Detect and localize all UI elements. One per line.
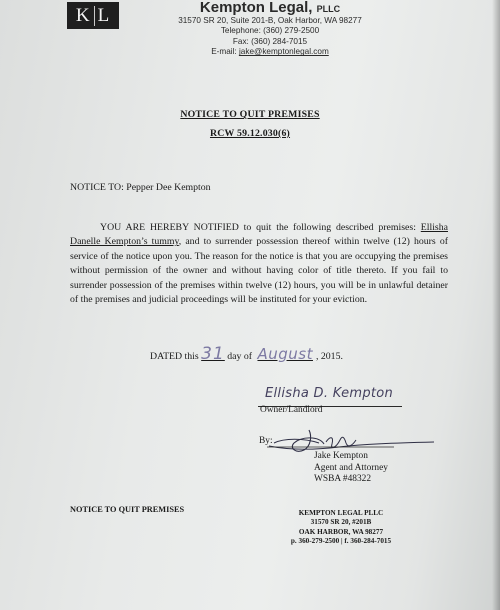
attorney-signature-block <box>256 426 436 501</box>
attorney-details <box>314 451 388 486</box>
owner-signature: Ellisha D. Kempton <box>265 386 394 401</box>
footer-address-1: 31570 SR 20, #201B <box>310 518 372 527</box>
logo-letter-k: K <box>75 4 91 26</box>
dated-prefix: DATED this <box>150 351 199 362</box>
email-link[interactable]: jake@kemptonlegal.com <box>238 47 329 57</box>
footer-phones: p. 360-279-2500 | f. 360-284-7015 <box>290 537 392 546</box>
firm-name-text: Kempton Legal, <box>199 0 313 16</box>
firm-name <box>160 0 380 16</box>
statute-reference: RCW 59.12.030(6) <box>209 128 291 139</box>
footer-document-title: NOTICE TO QUIT PREMISES <box>70 505 185 514</box>
body-rest: , and to surrender possession thereof within twelve (12) hours of service of the notice upon you. The reason for the notice is that you are occupying the premises without permission of the owner and without having color of title thereto. If you fail to surrender possession of the premises within twelve (12) hours, you will be in unlawful detainer of the premises and judicial proceedings will be instituted for your eviction. <box>70 236 448 306</box>
premises-description: Ellisha Danelle Kempton’s tummy <box>70 222 448 248</box>
dated-year: , 2015. <box>315 351 343 362</box>
body-intro: YOU ARE HEREBY NOTIFIED to quit the following described premises: <box>100 222 421 233</box>
firm-logo <box>67 2 119 29</box>
by-label: By: <box>259 436 273 446</box>
firm-address: 31570 SR 20, Suite 201-B, Oak Harbor, WA 98277 <box>178 16 362 25</box>
attorney-title: Agent and Attorney <box>314 462 388 473</box>
notice-recipient: NOTICE TO: Pepper Dee Kempton <box>70 182 211 193</box>
letterhead <box>160 0 380 58</box>
email-label: E-mail: <box>211 47 237 57</box>
attorney-wsba: WSBA #48322 <box>314 474 372 485</box>
footer-address-2: OAK HARBOR, WA 98277 <box>298 527 384 536</box>
dated-mid: day of <box>227 351 253 362</box>
page-edge-shadow <box>492 0 500 610</box>
footer-firm-block <box>279 509 403 547</box>
dated-month: August <box>257 345 313 363</box>
firm-fax: Fax: (360) 284-7015 <box>232 36 308 46</box>
logo-divider <box>94 6 95 26</box>
firm-suffix: PLLC <box>316 4 341 14</box>
dated-line <box>150 344 343 364</box>
logo-letter-l: L <box>97 4 111 26</box>
footer-firm-name: KEMPTON LEGAL PLLC <box>298 509 384 517</box>
firm-email-line <box>160 47 380 57</box>
dated-day: 31 <box>201 344 225 364</box>
notice-body <box>70 221 448 307</box>
attorney-name: Jake Kempton <box>314 451 368 461</box>
document-title: NOTICE TO QUIT PREMISES <box>180 109 320 120</box>
owner-label: Owner/Landlord <box>260 405 323 415</box>
firm-telephone: Telephone: (360) 279-2500 <box>220 26 320 36</box>
